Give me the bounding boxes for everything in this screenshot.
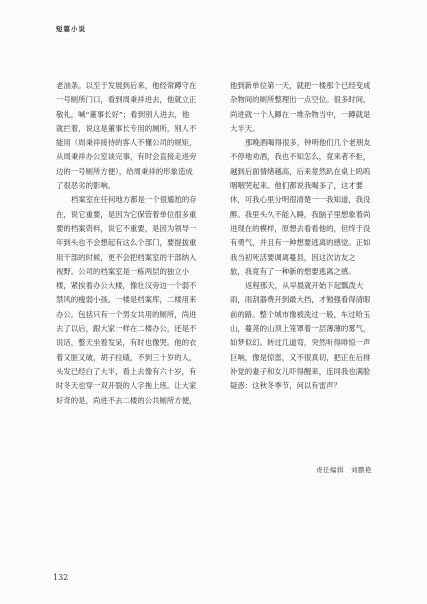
text-line: 去了以后，跟大家一样在二楼办公，还是不 <box>56 324 197 334</box>
text-line: 要的档案资料，说它不重要，是因为领导一 <box>56 223 197 233</box>
text-line: 楼，紧挨着办公大楼，像壮汉旁边一个弱不 <box>56 281 197 291</box>
text-line: 他到新单位第一天，就把一楼那个已经变成 <box>230 81 371 90</box>
text-line: 有勇气，并且有一种想要逃离的感觉。正如 <box>230 238 371 248</box>
text-line: 好奇的是，尚进不去二楼的公共厕所方便， <box>56 395 197 405</box>
editor-credit: 责任编辑 刘鹏艳 <box>316 466 372 474</box>
text-line: 敬礼，喊“董事长好”；看到别人进去，他 <box>56 109 190 119</box>
text-line: 档案室在任何地方都是一个很尴尬的存 <box>71 195 197 205</box>
page-number: 132 <box>53 573 69 582</box>
text-line: 如梦似幻。转过几道弯，突然听得啡惊一声 <box>230 338 371 348</box>
text-line: 办公，包括只有一个男女共用的厕所，尚进 <box>56 309 197 319</box>
text-line: 年到头也不会想起有这么个部门，要提拔重 <box>56 238 197 248</box>
text-line: 进现在的模样，原想去看看他的，但终于没 <box>230 223 371 233</box>
text-line: 醉。我里头久不能入睡，我脑子里想象着尚 <box>230 209 371 219</box>
text-line: 大半天。 <box>230 123 260 133</box>
text-line: 巨响，像是惊雷，又不很真切，把正在后排 <box>230 352 371 362</box>
text-line: 雨，雨刮器费开到最大挡，才勉强看得清眼 <box>230 295 371 305</box>
text-line: 一号厕所门口，看到周秉祥进去，他就立正 <box>56 95 197 105</box>
text-line: 尚进就一个人蹲在一堆杂物当中，一蹲就是 <box>230 109 371 119</box>
text-line: 不停地劝酒，我也不知怎么，竟来者不拒， <box>230 152 371 162</box>
left-column <box>56 79 220 408</box>
text-line: 老油条。以至于发展到后来，他经常蹲守在 <box>56 81 197 90</box>
text-line: 旅，我竟有了一种新的想要逃离之感。 <box>230 266 356 276</box>
text-line: 越到后面情绪越高，后来竟然趴在桌上呜呜 <box>230 166 371 176</box>
text-line: 那晚酒喝得很多，钟明他们几个老朋友 <box>245 138 371 148</box>
text-line: 能用（周秉祥接待的客人不懂公司的规矩， <box>56 138 197 148</box>
text-line: 就拦着，说这是董事长专用的厕所，别人不 <box>56 123 197 133</box>
text-line: 在，说它重要，是因为它保管着单位很多重 <box>56 209 197 219</box>
text-line: 咽咽哭起来。他们都说我喝多了，这才要 <box>230 181 364 191</box>
text-line: 视野。公司的档案室是一栋两层的独立小 <box>56 266 190 276</box>
text-line: 返程那天，从早晨就开始下起瓢泼大 <box>245 281 364 291</box>
text-line: 用干部的时候，更不会把档案室的干部纳入 <box>56 252 197 262</box>
text-line: 休，可我心里分明很清楚一一我知道，我没 <box>230 195 371 205</box>
section-header: 短篇小说 <box>56 25 86 33</box>
text-line: 说话，整天坐着发呆，有时也像哭。他的衣 <box>56 338 197 348</box>
text-line: 禁风的瘦弱小孩。一楼是档案库，二楼用来 <box>56 295 197 305</box>
text-line: 前的路。整个城市像被洗过一般，车过哈玉 <box>230 309 371 319</box>
text-line: 头发已经白了大半，看上去像有六十岁，有 <box>56 366 197 376</box>
text-line: 边的一号厕所方便），给周秉祥的形象造成 <box>56 166 193 176</box>
text-line: 补觉的妻子和女儿吓得醒来，连同我也满脸 <box>230 366 371 376</box>
text-line: 时冬天也穿一双开裂的人字拖上班。让大家 <box>56 381 197 391</box>
text-line: 山，蔓荛的山顶上笼罩着一层薄薄的雾气， <box>230 324 371 334</box>
right-column <box>230 79 393 394</box>
text-line: 了很恶劣的影响。 <box>56 181 116 191</box>
text-line: 疑惑：这秋冬季节，何以有雷声？ <box>230 381 341 391</box>
text-line: 杂物间的厕所整理出一点空位。很多时间， <box>230 95 371 105</box>
text-line: 我当初死活要调离蔓县，因这次访友之 <box>230 252 356 262</box>
text-line: 着又脏又破，胡子拉碴，不到三十岁的人， <box>56 352 197 362</box>
text-line: 从周秉祥办公室谈完事，有时会直接走进旁 <box>56 152 197 162</box>
